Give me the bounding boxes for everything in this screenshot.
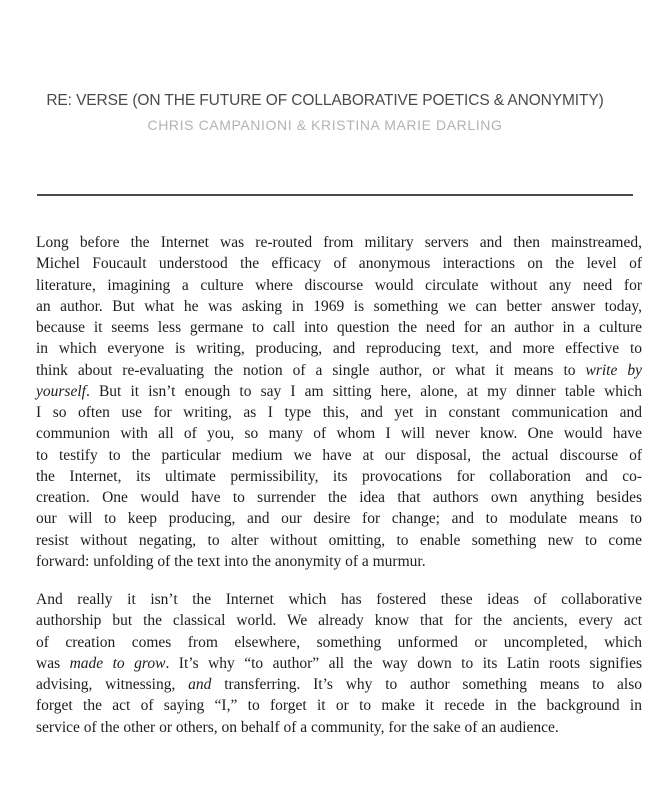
italic-text-segment: yourself bbox=[36, 382, 86, 400]
text-line bbox=[36, 232, 642, 253]
text-segment: I so often use for writing, as I type this, and yet in constant communication and bbox=[36, 404, 642, 421]
text-segment: forget the act of saying “I,” to forget it or to make it recede in the background in bbox=[36, 697, 642, 715]
text-line bbox=[36, 551, 642, 572]
text-segment: of creation comes from elsewhere, something unformed or uncompleted, which bbox=[36, 633, 642, 651]
text-line bbox=[36, 530, 642, 551]
text-line bbox=[36, 632, 642, 653]
byline: CHRIS CAMPANIONI & KRISTINA MARIE DARLING bbox=[147, 117, 503, 133]
text-line bbox=[36, 589, 642, 610]
text-segment: authorship but the classical world. We already know that for the ancients, every act bbox=[36, 612, 642, 630]
italic-text-segment: made to grow bbox=[69, 654, 166, 672]
text-line bbox=[36, 487, 642, 508]
text-segment: transferring. It’s why to author something means to also bbox=[211, 676, 642, 693]
essay-body bbox=[36, 232, 642, 755]
text-line bbox=[36, 317, 642, 338]
text-segment: because it seems less germane to call into question the need for an author in a culture bbox=[36, 319, 642, 336]
text-line bbox=[36, 508, 642, 529]
divider-rule bbox=[37, 194, 633, 196]
text-segment: in which everyone is writing, producing, and reproducing text, and more effective to bbox=[36, 340, 642, 358]
text-segment: Michel Foucault understood the efficacy of anonymous interactions on the level of bbox=[36, 255, 642, 273]
text-line bbox=[36, 381, 642, 402]
text-line bbox=[36, 402, 642, 423]
text-line bbox=[36, 296, 642, 317]
text-segment: the Internet, its ultimate permissibility, its provocations for collaboration and co- bbox=[36, 467, 642, 485]
text-segment: creation. One would have to surrender the idea that authors own anything besides bbox=[36, 489, 642, 506]
page-title: RE: VERSE (ON THE FUTURE OF COLLABORATIVE POETICS & ANONYMITY) bbox=[46, 92, 604, 109]
paragraph bbox=[36, 589, 642, 738]
document-header bbox=[0, 92, 650, 133]
italic-text-segment: and bbox=[188, 676, 212, 693]
text-line bbox=[36, 695, 642, 716]
text-segment: forward: unfolding of the text into the anonymity of a murmur. bbox=[36, 552, 426, 570]
text-segment: And really it isn’t the Internet which has fostered these ideas of collaborative bbox=[36, 591, 642, 608]
text-segment: . But it isn’t enough to say I am sitting here, alone, at my dinner table which bbox=[85, 382, 642, 400]
text-line bbox=[36, 253, 642, 274]
text-line bbox=[36, 338, 642, 359]
text-line bbox=[36, 445, 642, 466]
text-segment: Long before the Internet was re-routed from military servers and then mainstreamed, bbox=[36, 234, 642, 251]
text-segment: literature, imagining a culture where discourse would circulate without any need for bbox=[36, 276, 642, 294]
italic-text-segment: write by bbox=[585, 361, 642, 379]
text-segment: think about re-evaluating the notion of a single author, or what it means to bbox=[36, 361, 586, 379]
text-segment: was bbox=[36, 654, 70, 672]
text-line bbox=[36, 653, 642, 674]
text-line bbox=[36, 360, 642, 381]
text-segment: communion with all of you, so many of whom I will never know. One would have bbox=[36, 425, 642, 443]
text-segment: to testify to the particular medium we have at our disposal, the actual discourse of bbox=[36, 446, 642, 464]
text-line bbox=[36, 466, 642, 487]
text-line bbox=[36, 275, 642, 296]
text-segment: . It’s why “to author” all the way down to its Latin roots signifies bbox=[165, 654, 642, 672]
text-segment: an author. But what he was asking in 1969 is something we can better answer today, bbox=[36, 297, 642, 315]
text-line bbox=[36, 717, 642, 738]
text-segment: resist without negating, to alter without omitting, to enable something new to come bbox=[36, 531, 642, 549]
text-segment: advising, witnessing, bbox=[36, 676, 189, 693]
text-line bbox=[36, 674, 642, 695]
text-segment: service of the other or others, on behalf of a community, for the sake of an audience. bbox=[36, 718, 559, 736]
text-line bbox=[36, 610, 642, 631]
paragraph bbox=[36, 232, 642, 572]
text-line bbox=[36, 423, 642, 444]
text-segment: our will to keep producing, and our desire for change; and to modulate means to bbox=[36, 510, 642, 528]
